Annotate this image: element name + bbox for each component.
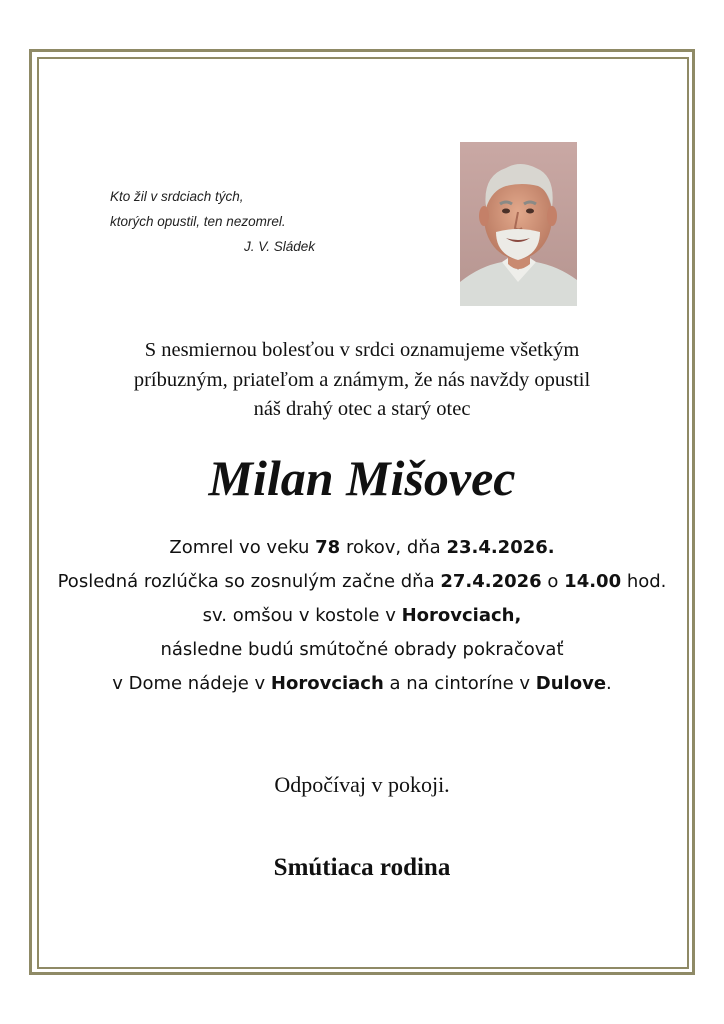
details-text: a na cintoríne v (383, 673, 536, 694)
details-text: sv. omšou v kostole v (202, 605, 402, 626)
details-line-mass (30, 599, 694, 633)
quote-author: J. V. Sládek (244, 239, 316, 254)
home-of-hope-place: Horovciach (270, 673, 384, 694)
grieving-family-signature: Smútiaca rodina (273, 854, 451, 881)
intro-line-3: náš drahý otec a starý otec (253, 398, 471, 420)
details-line-continue: následne budú smútočné obrady pokračovať (160, 639, 564, 660)
memorial-quote (110, 184, 350, 259)
details-line-burial (30, 667, 694, 701)
details-text: Posledná rozlúčka so zosnulým začne dňa (57, 571, 441, 592)
cemetery-place: Dulove (535, 673, 607, 694)
farewell-time: 14.00 (564, 571, 622, 592)
details-text: v Dome nádeje v (112, 673, 271, 694)
farewell-date: 27.4.2026 (440, 571, 542, 592)
portrait-photo (460, 142, 577, 306)
intro-line-2: príbuzným, priateľom a známym, že nás navždy opustil (133, 368, 591, 391)
details-line-farewell (30, 565, 694, 599)
announcement-text (60, 336, 664, 425)
deceased-name: Milan Mišovec (208, 450, 516, 506)
details-text: rokov, dňa (340, 537, 447, 558)
quote-line-1: Kto žil v srdciach tých, (110, 189, 244, 204)
funeral-details (30, 531, 694, 701)
rest-in-peace: Odpočívaj v pokoji. (274, 772, 450, 797)
details-text: o (541, 571, 565, 592)
details-text: . (606, 673, 612, 694)
details-text: Zomrel vo veku (169, 537, 316, 558)
death-date: 23.4.2026. (446, 537, 555, 558)
details-line-death (30, 531, 694, 565)
intro-line-1: S nesmiernou bolesťou v srdci oznamujeme všetkým (144, 339, 580, 361)
church-place: Horovciach, (401, 605, 522, 626)
details-text: hod. (621, 571, 667, 592)
age-value: 78 (315, 537, 341, 558)
quote-line-2: ktorých opustil, ten nezomrel. (110, 214, 286, 229)
